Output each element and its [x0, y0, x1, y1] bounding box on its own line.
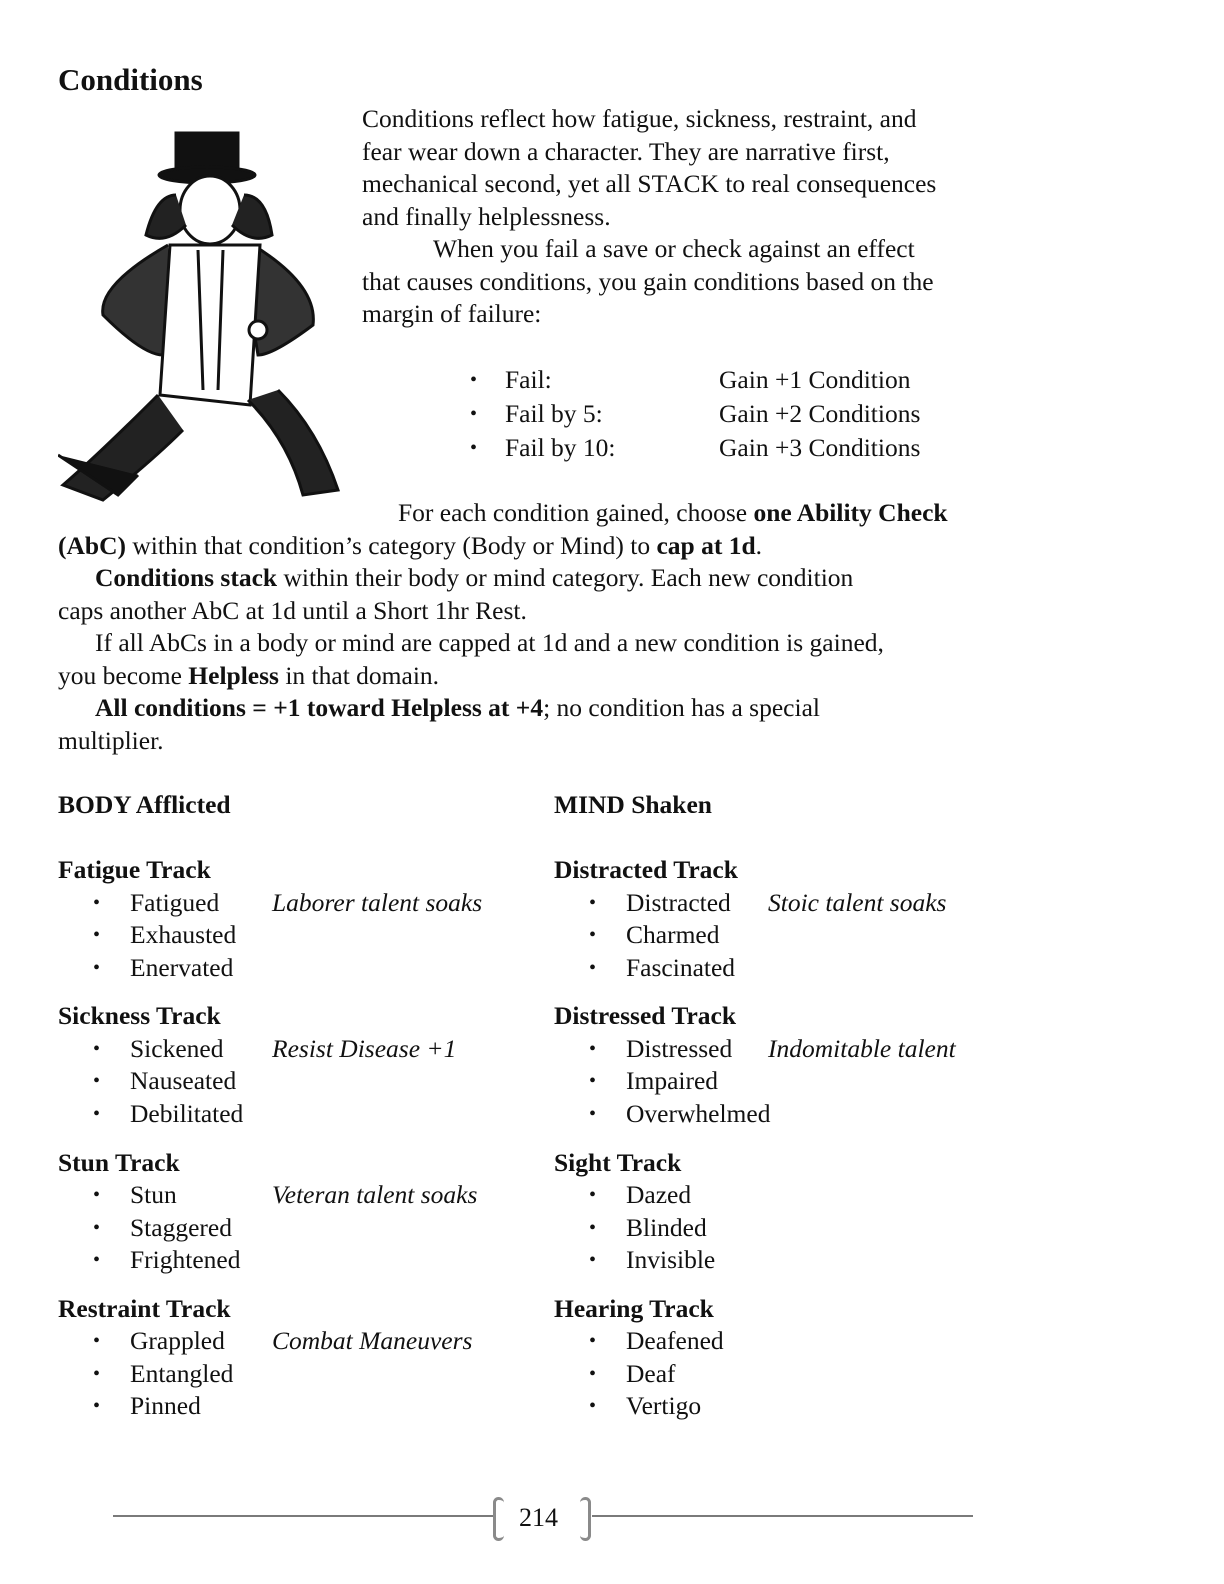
footer-rule-left: [113, 1515, 495, 1517]
track-heading: Distracted Track: [554, 855, 738, 884]
rule-emphasis: one Ability Check: [753, 498, 948, 527]
footer-bracket-left: [493, 1497, 504, 1541]
track-note: Laborer talent soaks: [272, 887, 483, 917]
intro-line: fear wear down a character. They are narrative first,: [362, 136, 890, 166]
track-heading: Stun Track: [58, 1147, 180, 1177]
condition-item: Nauseated: [130, 1066, 237, 1096]
bullet-icon: •: [589, 1070, 597, 1093]
column-heading: BODY Afflicted: [58, 790, 231, 819]
bullet-icon: •: [93, 924, 101, 946]
rule-emphasis: (AbC): [58, 531, 126, 560]
rule-emphasis: Conditions stack: [95, 563, 278, 592]
bullet-icon: •: [93, 1362, 101, 1385]
track-heading: Sight Track: [554, 1147, 682, 1177]
bullet-icon: •: [589, 891, 597, 914]
bullet-icon: •: [589, 1184, 597, 1207]
track-note: Stoic talent soaks: [768, 887, 947, 917]
condition-item: Deaf: [626, 1358, 676, 1388]
bullet-icon: •: [93, 891, 101, 914]
rule-emphasis: Helpless: [188, 661, 279, 690]
condition-item: Entangled: [130, 1358, 234, 1388]
bullet-icon: •: [589, 1037, 597, 1060]
rule-text: For each condition gained, choose: [398, 498, 754, 527]
bullet-icon: •: [589, 1249, 597, 1272]
condition-item: Deafened: [626, 1326, 724, 1356]
condition-item: Invisible: [626, 1245, 716, 1275]
condition-item: Grappled: [130, 1326, 225, 1356]
failure-label: Fail by 10:: [505, 433, 616, 462]
rule-line: [58, 530, 762, 562]
bullet-icon: •: [589, 1102, 597, 1125]
bullet-icon: •: [93, 1184, 101, 1207]
bullet-icon: •: [589, 1330, 597, 1353]
rule-text: in that domain.: [278, 661, 440, 690]
track-heading: Hearing Track: [554, 1293, 714, 1323]
intro-line: Conditions reflect how fatigue, sickness, restraint, and: [362, 104, 917, 133]
rule-text: you become: [58, 661, 189, 690]
track-note: Indomitable talent: [768, 1033, 956, 1063]
kneeling-man-illustration: [58, 125, 348, 510]
condition-item: Overwhelmed: [626, 1098, 771, 1128]
page-title: Conditions: [58, 62, 203, 97]
condition-item: Enervated: [130, 952, 234, 982]
track-heading: Fatigue Track: [58, 855, 211, 884]
bullet-icon: •: [93, 1249, 101, 1272]
condition-item: Dazed: [626, 1180, 692, 1210]
rule-emphasis: cap at 1d: [656, 531, 756, 560]
rule-text: ; no condition has a special: [543, 693, 820, 722]
bullet-icon: •: [470, 403, 478, 425]
rule-line: [398, 497, 948, 529]
condition-item: Distracted: [626, 887, 731, 917]
track-heading: Sickness Track: [58, 1001, 221, 1031]
failure-label: Fail:: [505, 365, 552, 394]
footer-bracket-right: [580, 1497, 591, 1541]
condition-item: Fatigued: [130, 887, 220, 917]
intro-line: that causes conditions, you gain conditions based on the: [362, 266, 934, 296]
intro-line: margin of failure:: [362, 299, 542, 328]
bullet-icon: •: [93, 956, 101, 979]
intro-line: and finally helplessness.: [362, 201, 611, 231]
failure-result: Gain +1 Condition: [719, 365, 911, 394]
bullet-icon: •: [470, 437, 478, 459]
bullet-icon: •: [470, 369, 478, 391]
condition-item: Frightened: [130, 1245, 241, 1275]
failure-result: Gain +2 Conditions: [719, 399, 921, 428]
condition-item: Vertigo: [626, 1391, 702, 1421]
condition-item: Charmed: [626, 920, 720, 949]
condition-item: Exhausted: [130, 920, 237, 949]
bullet-icon: •: [93, 1330, 101, 1353]
failure-label: Fail by 5:: [505, 399, 603, 428]
bullet-icon: •: [589, 1362, 597, 1385]
bullet-icon: •: [93, 1216, 101, 1239]
bullet-icon: •: [589, 924, 597, 946]
bullet-icon: •: [93, 1037, 101, 1060]
rule-emphasis: All conditions = +1 toward Helpless at +4: [95, 693, 544, 722]
failure-result: Gain +3 Conditions: [719, 433, 921, 462]
footer-rule-right: [592, 1515, 973, 1517]
bullet-icon: •: [93, 1395, 101, 1418]
rule-line: [95, 692, 820, 724]
column-heading: MIND Shaken: [554, 790, 712, 819]
bullet-icon: •: [93, 1102, 101, 1125]
bullet-icon: •: [589, 956, 597, 979]
condition-item: Stun: [130, 1180, 177, 1210]
bullet-icon: •: [93, 1070, 101, 1093]
bullet-icon: •: [589, 1395, 597, 1418]
rule-text: within that condition’s category (Body or Mind) to: [126, 531, 657, 560]
rule-line: [58, 660, 439, 692]
track-note: Combat Maneuvers: [272, 1326, 473, 1356]
rule-line: If all AbCs in a body or mind are capped at 1d and a new condition is gained,: [95, 628, 884, 657]
rule-text: .: [755, 531, 763, 560]
condition-item: Fascinated: [626, 952, 736, 982]
track-note: Resist Disease +1: [272, 1033, 457, 1063]
bullet-icon: •: [589, 1216, 597, 1239]
intro-line: mechanical second, yet all STACK to real consequences: [362, 169, 937, 198]
track-heading: Distressed Track: [554, 1001, 737, 1031]
track-heading: Restraint Track: [58, 1293, 231, 1323]
condition-item: Impaired: [626, 1066, 719, 1096]
intro-line: When you fail a save or check against an effect: [433, 234, 915, 263]
rule-text: within their body or mind category. Each new condition: [277, 563, 854, 592]
condition-item: Distressed: [626, 1033, 733, 1063]
condition-item: Staggered: [130, 1212, 232, 1242]
rule-line: [95, 562, 853, 594]
condition-item: Pinned: [130, 1391, 201, 1421]
condition-item: Sickened: [130, 1033, 224, 1063]
track-note: Veteran talent soaks: [272, 1180, 478, 1210]
rule-line: caps another AbC at 1d until a Short 1hr Rest.: [58, 596, 527, 625]
condition-item: Debilitated: [130, 1098, 244, 1128]
rule-line: multiplier.: [58, 726, 164, 755]
page-number: 214: [519, 1503, 558, 1532]
condition-item: Blinded: [626, 1212, 707, 1242]
